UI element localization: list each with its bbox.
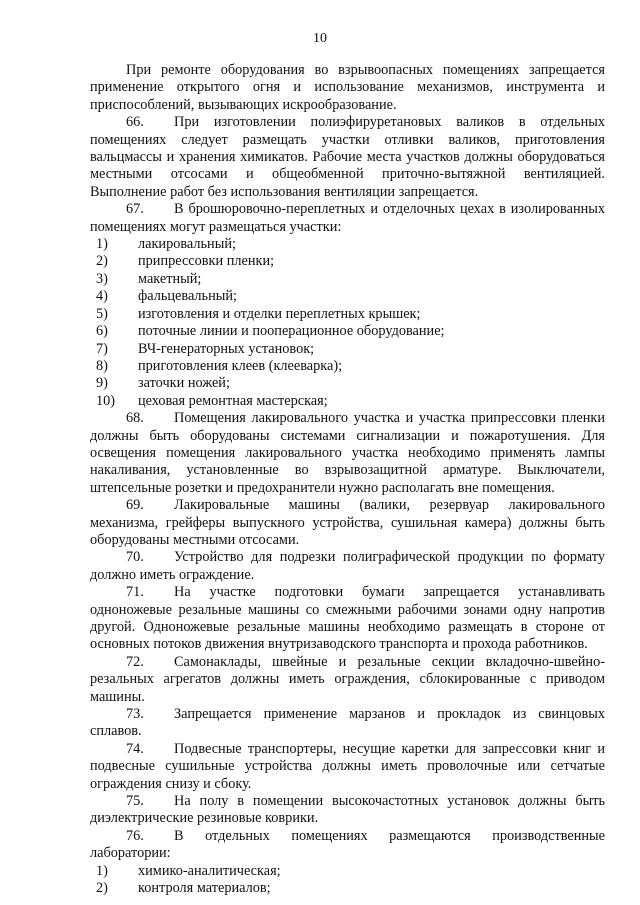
paragraph-number: 73.: [126, 706, 144, 723]
list-item-number: 10): [96, 392, 116, 409]
paragraph: [90, 201, 605, 236]
paragraph: [90, 584, 605, 654]
paragraph-number: 76.: [126, 827, 144, 844]
paragraph-text: В брошюровочно-переплетных и отделочных цехах в изолированных помещениях могут размещаться участки:: [90, 201, 605, 235]
list-item: [90, 863, 605, 880]
list-item: [90, 236, 605, 253]
paragraph-text: При ремонте оборудования во взрывоопасных помещениях запрещается применение открытого огня и использование механизмов, инструмента и приспособлений, вызывающих искрообразование.: [90, 62, 605, 113]
paragraph-number: 72.: [126, 653, 144, 670]
list-item-text: заточки ножей;: [138, 375, 230, 392]
paragraph-text: Самонаклады, швейные и резальные секции вкладочно-швейно-резальных агрегатов должны иметь ограждения, сблокированные с приводом машины.: [90, 653, 605, 705]
paragraph-number: 66.: [126, 114, 144, 131]
paragraph-text: В отдельных помещениях размещаются производственные лаборатории:: [90, 827, 605, 862]
paragraph-text: На полу в помещении высокочастотных установок должны быть диэлектрические резиновые коврики.: [90, 793, 605, 827]
list-item-text: припрессовки пленки;: [138, 253, 275, 270]
paragraph: [90, 62, 605, 114]
paragraph-text: Запрещается применение марзанов и прокладок из свинцовых сплавов.: [90, 706, 605, 740]
list-item-number: 3): [96, 270, 108, 287]
paragraph: [90, 114, 605, 201]
paragraph: [90, 410, 605, 497]
list-item: [90, 323, 605, 340]
paragraph-number: 67.: [126, 201, 144, 218]
list-item: [90, 393, 605, 410]
paragraph-text: Помещения лакировального участка и участка припрессовки пленки должны быть оборудованы системами сигнализации и пожаротушения. Для освещения помещения лакировального участка необходимо применять лампы накаливания, установленные во взрывозащитной арматуре. Выключатели, штепсельные розетки и предохранители нужно располагать вне помещения.: [90, 410, 605, 496]
list-item: [90, 306, 605, 323]
paragraph-text: На участке подготовки бумаги запрещается устанавливать одноножевые резальные машины со смежными рабочими зонами одну напротив другой. Одноножевые резальные машины необходимо размещать в стороне от основных потоков движения внутризаводского транспорта и прохода работников.: [90, 584, 605, 653]
list-item-number: 2): [96, 253, 108, 270]
paragraph-text: Устройство для подрезки полиграфической продукции по формату должно иметь ограждение.: [90, 549, 605, 583]
document-body: [90, 62, 605, 898]
list-item-text: изготовления и отделки переплетных крышек;: [138, 305, 421, 322]
list-item-text: лакировальный;: [138, 236, 236, 253]
paragraph-text: Подвесные транспортеры, несущие каретки для запрессовки книг и подвесные сушильные устройства должны иметь проволочные или сетчатые ограждения снизу и сбоку.: [90, 740, 605, 792]
paragraph: [90, 549, 605, 584]
list-item-number: 4): [96, 288, 108, 305]
list-item: [90, 271, 605, 288]
list-item-text: поточные линии и пооперационное оборудование;: [138, 323, 445, 340]
list-item: [90, 253, 605, 270]
paragraph: [90, 741, 605, 793]
list-item-number: 8): [96, 357, 108, 374]
list-item-text: контроля материалов;: [138, 880, 271, 897]
paragraph: [90, 828, 605, 863]
paragraph: [90, 654, 605, 706]
paragraph-number: 68.: [126, 410, 144, 427]
list-item-number: 5): [96, 305, 108, 322]
list-item-text: макетный;: [138, 270, 202, 287]
list-item-number: 2): [96, 880, 108, 897]
list-item-number: 1): [96, 862, 108, 879]
list-item-number: 9): [96, 375, 108, 392]
list-item-text: цеховая ремонтная мастерская;: [138, 392, 328, 409]
list-item-number: 1): [96, 236, 108, 253]
list-item: [90, 288, 605, 305]
paragraph-number: 69.: [126, 497, 144, 514]
paragraph-number: 70.: [126, 549, 144, 566]
list-item-text: ВЧ-генераторных установок;: [138, 340, 315, 357]
paragraph: [90, 706, 605, 741]
list-item: [90, 341, 605, 358]
list-item: [90, 375, 605, 392]
list-item-text: приготовления клеев (клееварка);: [138, 357, 343, 374]
list-item-text: фальцевальный;: [138, 288, 237, 305]
paragraph-text: Лакировальные машины (валики, резервуар лакировального механизма, грейферы выпускного устройства, сушильная камера) должны быть оборудованы местными отсосами.: [90, 497, 605, 548]
paragraph-number: 71.: [126, 584, 144, 601]
list-item: [90, 880, 605, 897]
list-item-number: 6): [96, 323, 108, 340]
list-item: [90, 358, 605, 375]
paragraph-text: При изготовлении полиэфируретановых валиков в отдельных помещениях следует размещать участки отливки валиков, приготовления вальцмассы и хранения химикатов. Рабочие места участков должны оборудоваться местными отсосами и общеобменной приточно-вытяжной вентиляцией. Выполнение работ без использования вентиляции запрещается.: [90, 114, 605, 200]
paragraph-number: 74.: [126, 740, 144, 757]
list-item-number: 7): [96, 340, 108, 357]
page-number: 10: [313, 31, 327, 46]
list-item-text: химико-аналитическая;: [138, 862, 281, 879]
paragraph: [90, 497, 605, 549]
paragraph: [90, 793, 605, 828]
paragraph-number: 75.: [126, 793, 144, 810]
